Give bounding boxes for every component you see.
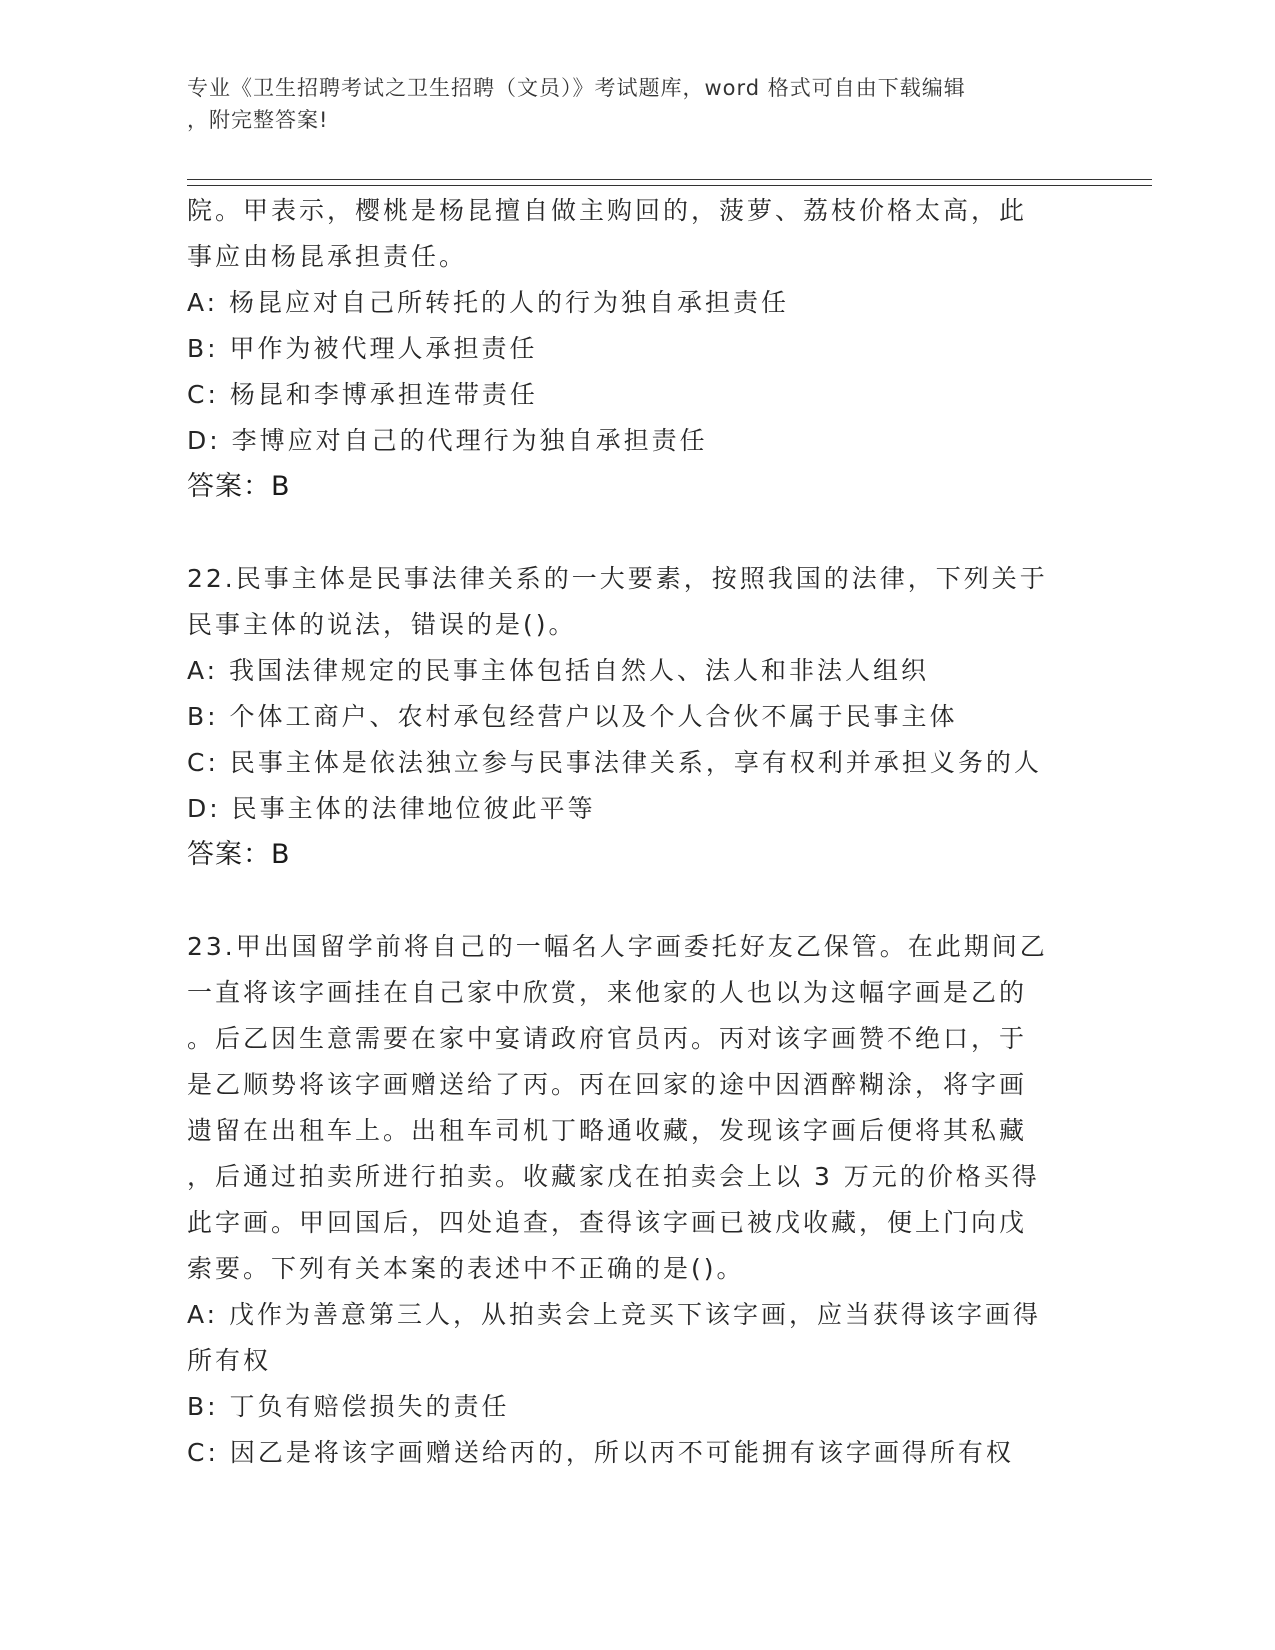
option-b: B: 甲作为被代理人承担责任 [187,334,538,363]
question-stem-line: 此字画。甲回国后，四处追查，查得该字画已被戊收藏，便上门向戊 [187,1208,1028,1237]
question-23 [187,924,1087,1476]
question-stem-line: 是乙顺势将该字画赠送给了丙。丙在回家的途中因酒醉糊涂，将字画 [187,1070,1028,1099]
question-spacer [187,510,1087,556]
question-content [187,188,1087,1476]
question-stem-line: 院。甲表示，樱桃是杨昆擅自做主购回的，菠萝、荔枝价格太高，此 [187,196,1028,225]
option-a: A: 我国法律规定的民事主体包括自然人、法人和非法人组织 [187,656,930,685]
question-spacer [187,878,1087,924]
option-b: B: 丁负有赔偿损失的责任 [187,1392,510,1421]
answer-label: 答案：B [187,839,291,870]
question-21 [187,188,1087,510]
question-stem-line: 事应由杨昆承担责任。 [187,242,468,271]
header-rule-top [187,179,1152,180]
option-a: A: 戊作为善意第三人，从拍卖会上竞买下该字画，应当获得该字画得 [187,1300,1042,1329]
question-stem-line: 。后乙因生意需要在家中宴请政府官员丙。丙对该字画赞不绝口，于 [187,1024,1028,1053]
question-stem-line: ，后通过拍卖所进行拍卖。收藏家戊在拍卖会上以 3 万元的价格买得 [187,1162,1040,1191]
option-c: C: 杨昆和李博承担连带责任 [187,380,538,409]
header-title-line-1: 专业《卫生招聘考试之卫生招聘（文员）》考试题库，word 格式可自由下载编辑 [187,76,966,100]
option-a-continued: 所有权 [187,1346,272,1375]
option-a: A: 杨昆应对自己所转托的人的行为独自承担责任 [187,288,790,317]
option-b: B: 个体工商户、农村承包经营户以及个人合伙不属于民事主体 [187,702,958,731]
question-stem-line: 民事主体的说法，错误的是()。 [187,610,577,639]
question-stem-line: 一直将该字画挂在自己家中欣赏，来他家的人也以为这幅字画是乙的 [187,978,1028,1007]
question-stem-line: 遗留在出租车上。出租车司机丁略通收藏，发现该字画后便将其私藏 [187,1116,1028,1145]
option-c: C: 因乙是将该字画赠送给丙的，所以丙不可能拥有该字画得所有权 [187,1438,1014,1467]
option-c: C: 民事主体是依法独立参与民事法律关系，享有权利并承担义务的人 [187,748,1042,777]
question-stem-line: 23.甲出国留学前将自己的一幅名人字画委托好友乙保管。在此期间乙 [187,932,1048,961]
option-d: D: 民事主体的法律地位彼此平等 [187,794,596,823]
header-title-line-2: ，附完整答案! [187,108,329,132]
answer-label: 答案：B [187,471,291,502]
question-stem-line: 22.民事主体是民事法律关系的一大要素，按照我国的法律，下列关于 [187,564,1048,593]
document-header [187,72,1067,136]
option-d: D: 李博应对自己的代理行为独自承担责任 [187,426,708,455]
question-stem-line: 索要。下列有关本案的表述中不正确的是()。 [187,1254,745,1283]
header-rule-bottom [187,185,1152,186]
question-22 [187,556,1087,878]
